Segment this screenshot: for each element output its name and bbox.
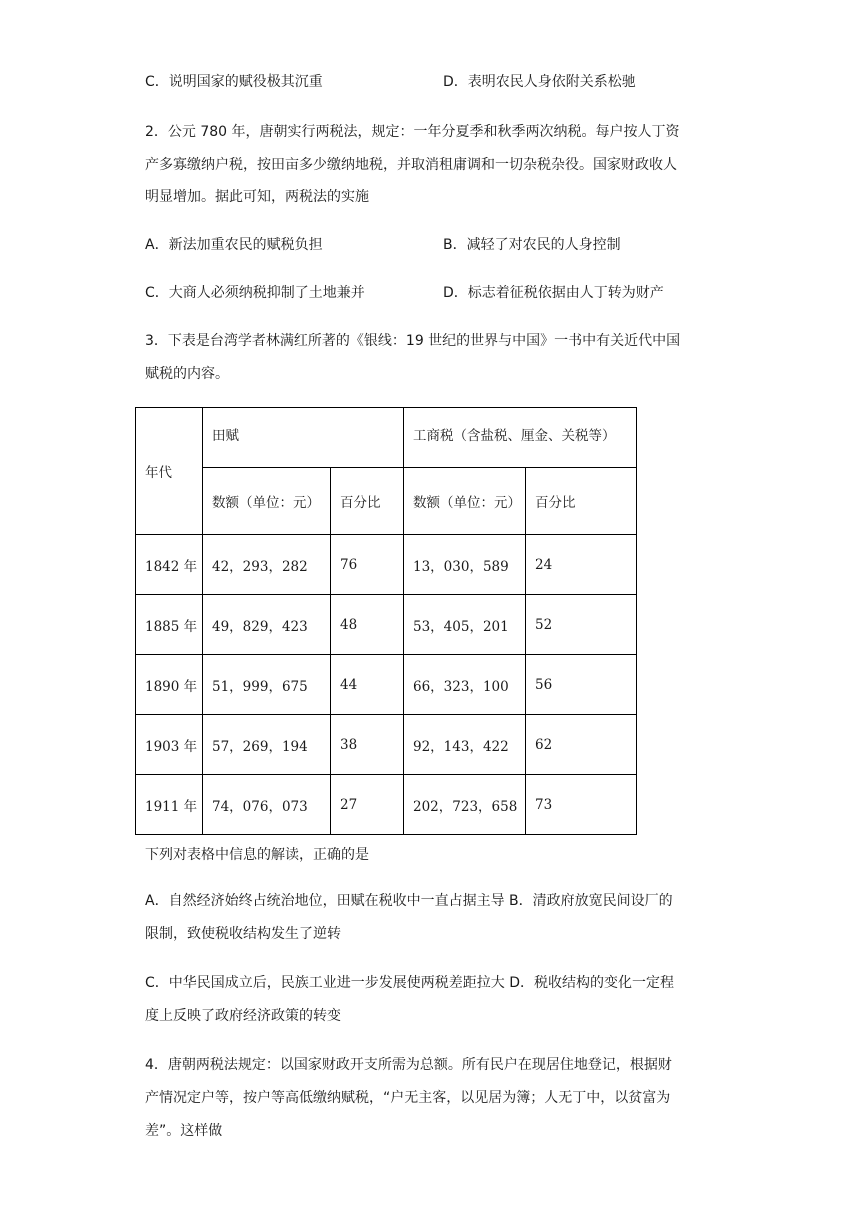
cell-year: 1842 年	[136, 535, 203, 595]
cell-business-percent: 73	[526, 775, 637, 835]
cell-land-amount: 74，076，073	[203, 775, 331, 835]
table-row	[136, 595, 637, 655]
q2-option-a: A．新法加重农民的赋税负担	[145, 237, 323, 253]
cell-year: 1911 年	[136, 775, 203, 835]
q1-option-c: C．说明国家的赋役极其沉重	[145, 74, 323, 90]
q3-stem-line-2: 赋税的内容。	[145, 366, 229, 382]
tax-table	[135, 407, 637, 835]
cell-business-percent: 24	[526, 535, 637, 595]
cell-land-percent: 38	[331, 715, 404, 775]
subheader-business-amount: 数额（单位：元）	[404, 468, 526, 535]
cell-business-amount: 53，405，201	[404, 595, 526, 655]
cell-land-percent: 48	[331, 595, 404, 655]
header-land-tax: 田赋	[203, 408, 404, 468]
cell-land-percent: 27	[331, 775, 404, 835]
q3-options-line-2: 限制，致使税收结构发生了逆转	[145, 926, 341, 942]
q3-options-line-1: A．自然经济始终占统治地位，田赋在税收中一直占据主导 B．清政府放宽民间设厂的	[145, 893, 673, 909]
cell-business-percent: 56	[526, 655, 637, 715]
q3-question-prompt: 下列对表格中信息的解读，正确的是	[145, 847, 369, 863]
q2-option-b: B．减轻了对农民的人身控制	[443, 237, 621, 253]
q2-option-c: C．大商人必须纳税抑制了土地兼并	[145, 285, 365, 301]
q4-stem-line-1: 4．唐朝两税法规定：以国家财政开支所需为总额。所有民户在现居住地登记，根据财	[145, 1057, 672, 1073]
cell-year: 1890 年	[136, 655, 203, 715]
subheader-land-amount: 数额（单位：元）	[203, 468, 331, 535]
q2-stem-line-1: 2．公元 780 年，唐朝实行两税法，规定：一年分夏季和秋季两次纳税。每户按人丁资	[145, 124, 680, 140]
header-year: 年代	[136, 408, 203, 535]
cell-land-amount: 57，269，194	[203, 715, 331, 775]
q2-stem-line-3: 明显增加。据此可知，两税法的实施	[145, 189, 369, 205]
header-business-tax: 工商税（含盐税、厘金、关税等）	[404, 408, 637, 468]
q3-options-line-4: 度上反映了政府经济政策的转变	[145, 1008, 341, 1024]
subheader-business-percent: 百分比	[526, 468, 637, 535]
cell-business-amount: 202，723，658	[404, 775, 526, 835]
table-row	[136, 775, 637, 835]
table-row	[136, 655, 637, 715]
cell-business-amount: 92，143，422	[404, 715, 526, 775]
cell-business-amount: 66，323，100	[404, 655, 526, 715]
cell-land-amount: 42，293，282	[203, 535, 331, 595]
q2-option-d: D．标志着征税依据由人丁转为财产	[443, 285, 664, 301]
cell-land-percent: 76	[331, 535, 404, 595]
q1-option-d: D．表明农民人身依附关系松驰	[443, 74, 636, 90]
cell-year: 1885 年	[136, 595, 203, 655]
q2-stem-line-2: 产多寡缴纳户税，按田亩多少缴纳地税，并取消租庸调和一切杂税杂役。国家财政收人	[145, 157, 677, 173]
cell-business-percent: 62	[526, 715, 637, 775]
cell-land-amount: 49，829，423	[203, 595, 331, 655]
table-row	[136, 715, 637, 775]
q3-options-line-3: C．中华民国成立后，民族工业进一步发展使两税差距拉大 D．税收结构的变化一定程	[145, 975, 675, 991]
q3-stem-line-1: 3．下表是台湾学者林满红所著的《银线：19 世纪的世界与中国》一书中有关近代中国	[145, 333, 681, 349]
cell-business-percent: 52	[526, 595, 637, 655]
cell-land-amount: 51，999，675	[203, 655, 331, 715]
table-row	[136, 535, 637, 595]
cell-business-amount: 13，030，589	[404, 535, 526, 595]
q4-stem-line-3: 差”。这样做	[145, 1123, 223, 1139]
q4-stem-line-2: 产情况定户等，按户等高低缴纳赋税，“户无主客，以见居为簿；人无丁中，以贫富为	[145, 1090, 671, 1106]
cell-land-percent: 44	[331, 655, 404, 715]
cell-year: 1903 年	[136, 715, 203, 775]
subheader-land-percent: 百分比	[331, 468, 404, 535]
